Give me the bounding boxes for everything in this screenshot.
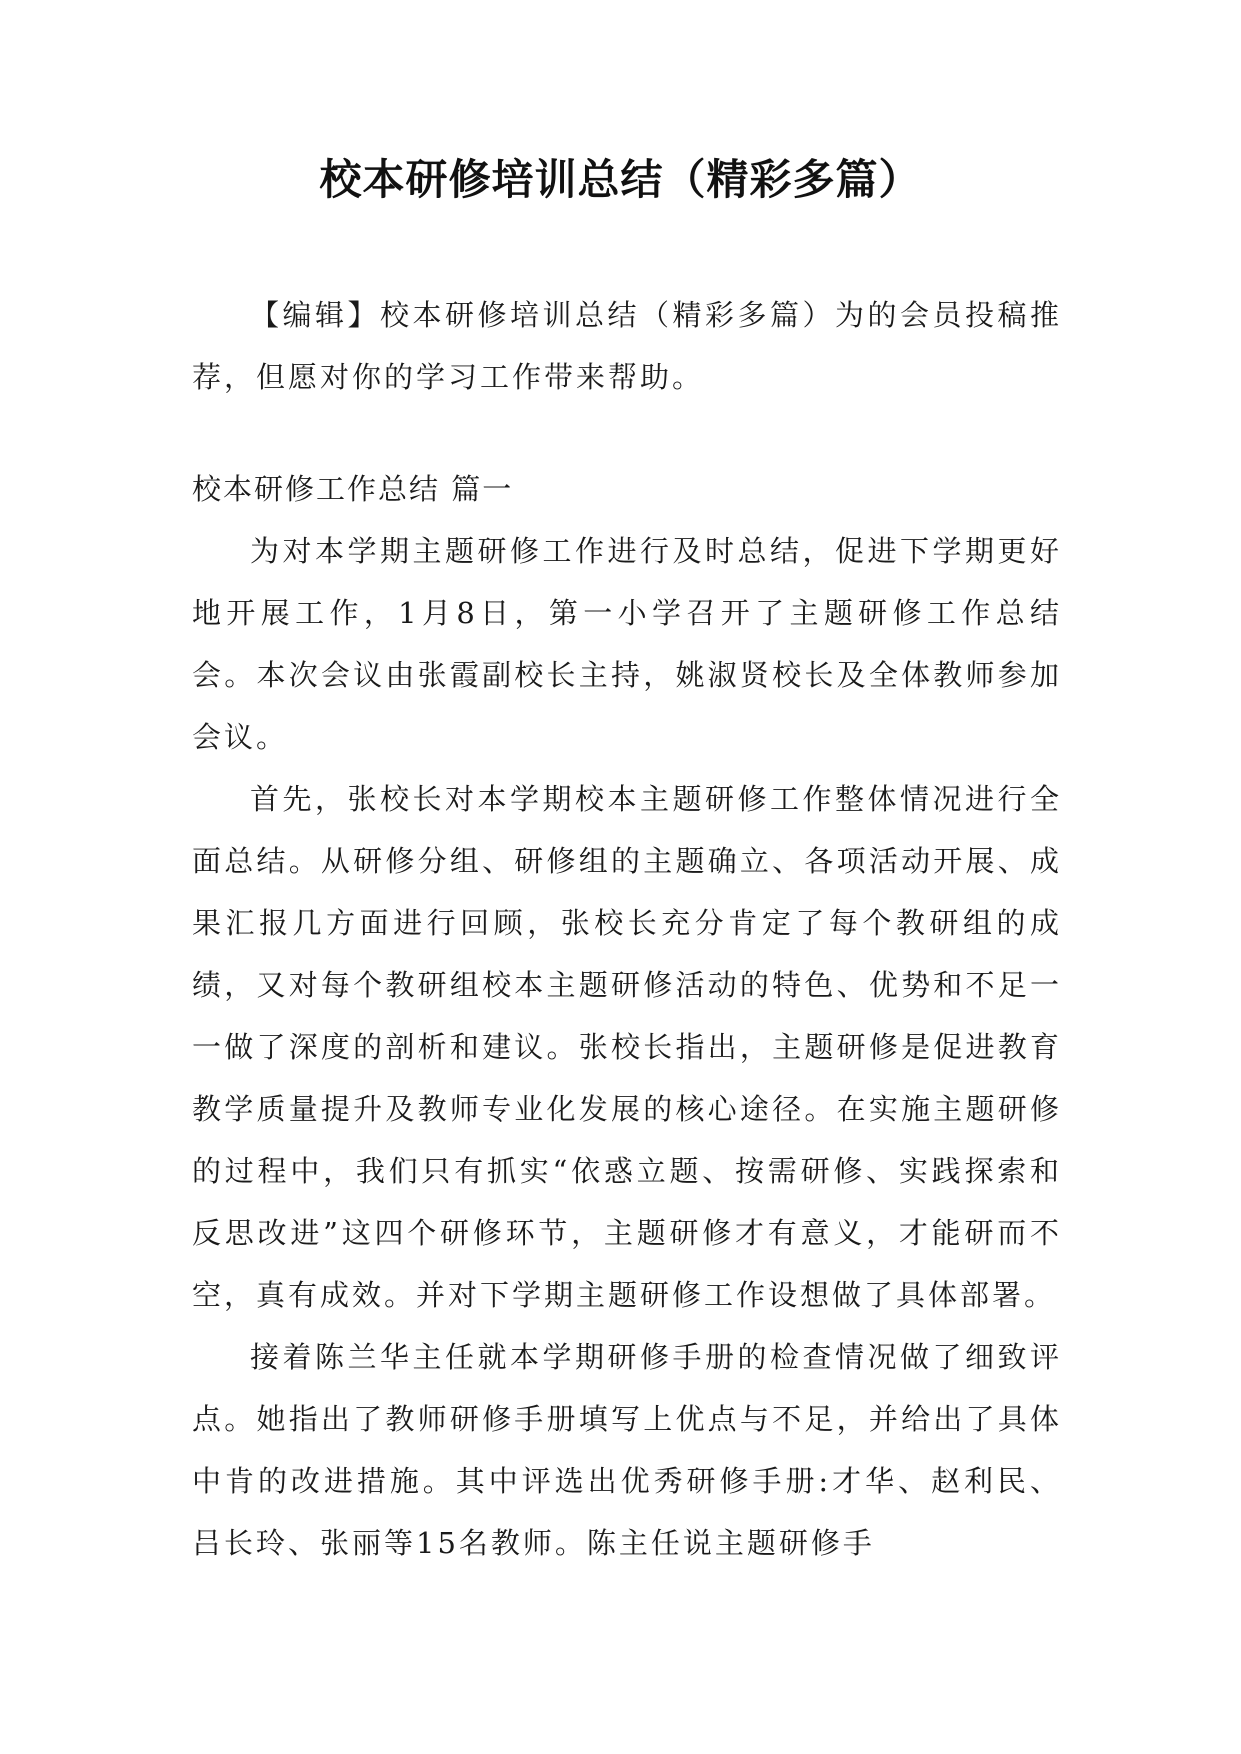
intro-paragraph: 【编辑】校本研修培训总结（精彩多篇）为的会员投稿推荐，但愿对你的学习工作带来帮助。 (192, 298, 1062, 394)
document-title: 校本研修培训总结（精彩多篇） (319, 155, 922, 204)
spacer (192, 408, 1062, 458)
section-heading: 校本研修工作总结 篇一 (192, 472, 514, 506)
body-paragraph-2: 首先，张校长对本学期校本主题研修工作整体情况进行全面总结。从研修分组、研修组的主题确立、各项活动开展、成果汇报几方面进行回顾，张校长充分肯定了每个教研组的成绩，又对每个教研组校本主题研修活动的特色、优势和不足一一做了深度的剖析和建议。张校长指出，主题研修是促进教育教学质量提升及教师专业化发展的核心途径。在实施主题研修的过程中，我们只有抓实“依惑立题、按需研修、实践探索和反思改进”这四个研修环节，主题研修才有意义，才能研而不空，真有成效。并对下学期主题研修工作设想做了具体部署。 (192, 782, 1062, 1312)
document-body (192, 284, 1062, 1574)
body-paragraph-1: 为对本学期主题研修工作进行及时总结，促进下学期更好地开展工作，1月8日，第一小学召开了主题研修工作总结会。本次会议由张霞副校长主持，姚淑贤校长及全体教师参加会议。 (192, 534, 1062, 754)
body-paragraph-3: 接着陈兰华主任就本学期研修手册的检查情况做了细致评点。她指出了教师研修手册填写上优点与不足，并给出了具体中肯的改进措施。其中评选出优秀研修手册:才华、赵利民、吕长玲、张丽等15名教师。陈主任说主题研修手 (192, 1340, 1062, 1560)
